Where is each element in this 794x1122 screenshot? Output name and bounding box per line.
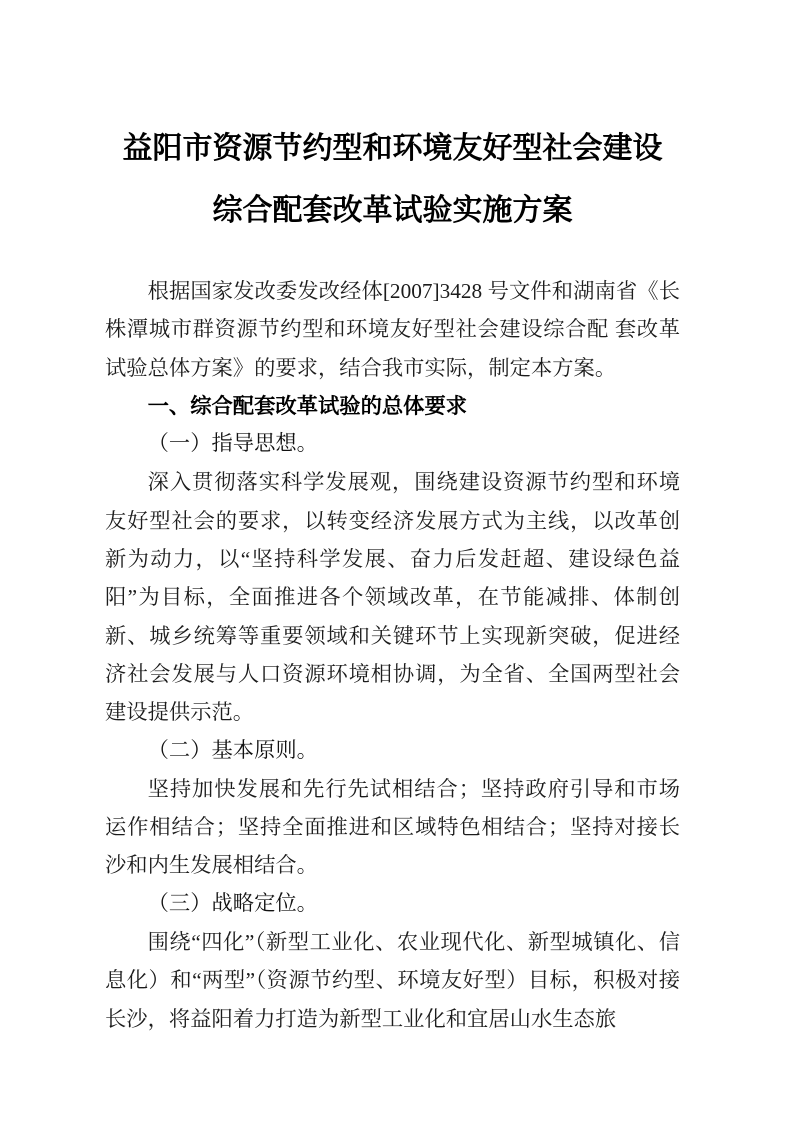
paragraph: 根据国家发改委发改经体[2007]3428 号文件和湖南省《长株潭城市群资源节约型和环境友好型社会建设综合配 套改革试验总体方案》的要求，结合我市实际，制定本方案。 (105, 279, 680, 380)
document-title-line-2: 综合配套改革试验实施方案 (212, 193, 573, 228)
paragraph: 坚持加快发展和先行先试相结合；坚持政府引导和市场运作相结合；坚持全面推进和区域特色相结合；坚持对接长沙和内生发展相结合。 (105, 776, 680, 878)
sub-heading: （一）指导思想。 (147, 431, 318, 457)
document-title (105, 118, 680, 242)
document-title-line-1: 益阳市资源节约型和环境友好型社会建设 (122, 131, 663, 166)
document-body (105, 272, 680, 1038)
section-heading: 一、综合配套改革试验的总体要求 (147, 393, 468, 418)
sub-heading: （二）基本原则。 (147, 737, 318, 763)
paragraph: 围绕“四化”（新型工业化、农业现代化、新型城镇化、信息化）和“两型”（资源节约型、环境友好型）目标，积极对接长沙，将益阳着力打造为新型工业化和宜居山水生态旅 (105, 930, 680, 1031)
sub-heading: （三）战略定位。 (147, 890, 318, 916)
paragraph: 深入贯彻落实科学发展观，围绕建设资源节约型和环境友好型社会的要求，以转变经济发展方式为主线，以改革创新为动力，以“坚持科学发展、奋力后发赶超、建设绿色益阳”为目标，全面推进各个领域改革，在节能减排、体制创新、城乡统筹等重要领域和关键环节上实现新突破，促进经济社会发展与人口资源环境相协调，为全省、全国两型社会建设提供示范。 (105, 470, 680, 725)
